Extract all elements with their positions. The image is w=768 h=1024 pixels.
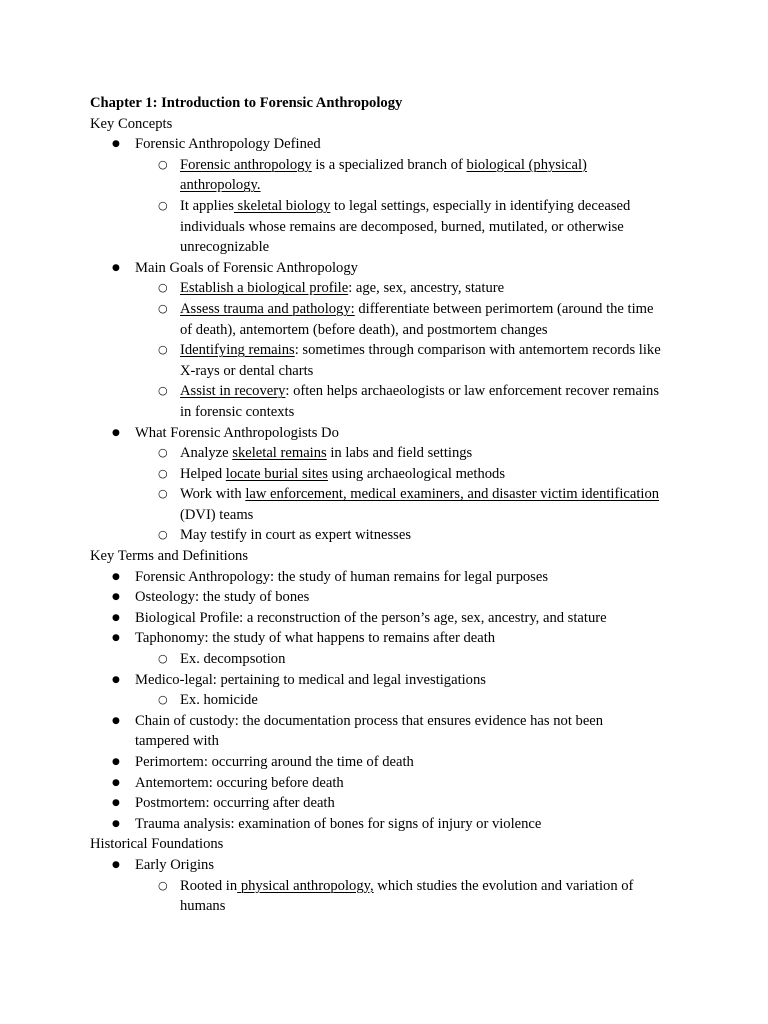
underlined-term: Assess trauma and pathology: (180, 300, 355, 317)
sub-bullet-applies: ○ It applies skeletal biology to legal settings, especially in identifying deceased (90, 196, 690, 217)
underlined-term: skeletal remains (232, 445, 327, 462)
bullet-early-origins: ● Early Origins (90, 855, 690, 876)
continuation-line: of death), antemortem (before death), and postmortem changes (180, 321, 548, 338)
underlined-term: skeletal biology (233, 197, 331, 214)
underlined-term: law enforcement, medical examiners, and disaster victim identification (245, 486, 660, 503)
term-forensic-anthropology: ● Forensic Anthropology: the study of human remains for legal purposes (90, 567, 690, 588)
term-antemortem: ● Antemortem: occuring before death (90, 773, 690, 794)
section-key-concepts-title: Key Concepts (90, 115, 173, 132)
continuation-line: tampered with (135, 733, 219, 750)
term-chain-of-custody: ● Chain of custody: the documentation process that ensures evidence has not been (90, 711, 690, 732)
sub-bullet-work-with: ○ Work with law enforcement, medical examiners, and disaster victim identification (90, 484, 690, 505)
term-perimortem: ● Perimortem: occurring around the time of death (90, 752, 690, 773)
sub-bullet-goal-identify: ○ Identifying remains: sometimes through comparison with antemortem records like (90, 340, 690, 361)
sub-bullet-rooted-in: ○ Rooted in physical anthropology, which studies the evolution and variation of (90, 876, 690, 897)
term-postmortem: ● Postmortem: occurring after death (90, 793, 690, 814)
term-biological-profile: ● Biological Profile: a reconstruction of the person’s age, sex, ancestry, and stature (90, 608, 690, 629)
underlined-term: Identifying remains (180, 342, 295, 359)
underlined-term: Forensic anthropology (180, 156, 312, 173)
term-medico-legal: ● Medico-legal: pertaining to medical and legal investigations (90, 670, 690, 691)
bullet-main-goals: ● Main Goals of Forensic Anthropology (90, 258, 690, 279)
sub-bullet-analyze: ○ Analyze skeletal remains in labs and field settings (90, 443, 690, 464)
continuation-line: individuals whose remains are decomposed, burned, mutilated, or otherwise (180, 218, 624, 235)
term-medico-legal-example: ○ Ex. homicide (90, 690, 690, 711)
underlined-term: biological (physical) (466, 156, 587, 173)
sub-bullet-burial-sites: ○ Helped locate burial sites using archaeological methods (90, 464, 690, 485)
continuation-line: (DVI) teams (180, 506, 254, 523)
underlined-term: Establish a biological profile (180, 280, 349, 297)
bullet-what-they-do: ● What Forensic Anthropologists Do (90, 423, 690, 444)
sub-bullet-goal-recovery: ○ Assist in recovery: often helps archaeologists or law enforcement recover remains (90, 381, 690, 402)
term-taphonomy: ● Taphonomy: the study of what happens to remains after death (90, 628, 690, 649)
continuation-line: X-rays or dental charts (180, 362, 314, 379)
section-key-terms-title: Key Terms and Definitions (90, 548, 248, 565)
continuation-line (90, 175, 690, 196)
term-taphonomy-example: ○ Ex. decompsotion (90, 649, 690, 670)
underlined-term: Assist in recovery (180, 383, 286, 400)
sub-bullet-definition: ○ Forensic anthropology is a specialized branch of biological (physical) (90, 155, 690, 176)
sub-bullet-goal-profile: ○ Establish a biological profile: age, sex, ancestry, stature (90, 278, 690, 299)
chapter-heading: Chapter 1: Introduction to Forensic Anthropology (90, 95, 403, 111)
term-osteology: ● Osteology: the study of bones (90, 587, 690, 608)
term-trauma-analysis: ● Trauma analysis: examination of bones for signs of injury or violence (90, 814, 690, 835)
bullet-anthropology-defined: ● Forensic Anthropology Defined (90, 134, 690, 155)
sub-bullet-testify: ○ May testify in court as expert witnesses (90, 525, 690, 546)
document-page (90, 93, 690, 917)
underlined-term: locate burial sites (225, 465, 328, 482)
continuation-line: unrecognizable (180, 239, 270, 256)
underlined-term: physical anthropology, (237, 877, 374, 894)
section-historical-foundations-title: Historical Foundations (90, 836, 224, 853)
continuation-line: in forensic contexts (180, 403, 295, 420)
sub-bullet-goal-trauma: ○ Assess trauma and pathology: differentiate between perimortem (around the time (90, 299, 690, 320)
continuation-line: humans (180, 898, 226, 915)
underlined-term: anthropology. (180, 177, 261, 194)
